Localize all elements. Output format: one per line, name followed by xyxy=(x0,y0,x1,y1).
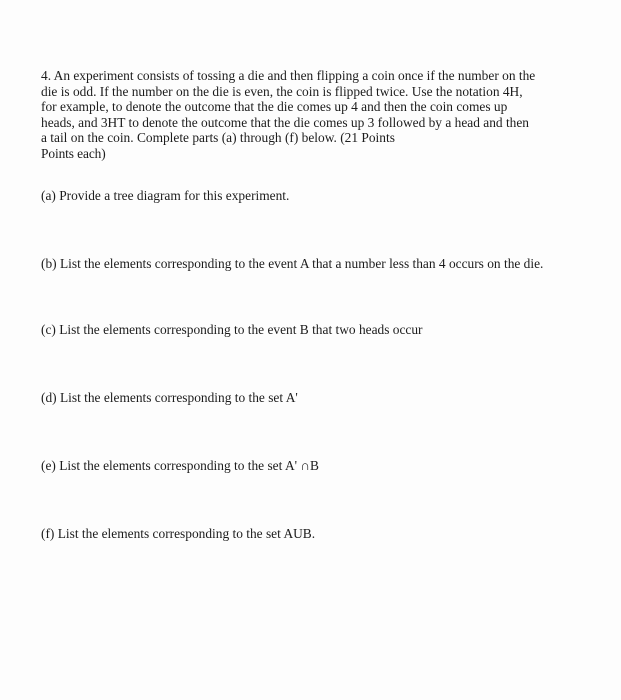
problem-line: Points each) xyxy=(41,145,106,161)
problem-line: 4. An experiment consists of tossing a die and then flipping a coin once if the number on the xyxy=(41,68,536,83)
part-c-question: (c) List the elements corresponding to the event B that two heads occur xyxy=(41,322,423,337)
problem-line: a tail on the coin. Complete parts (a) through (f) below. (21 Points xyxy=(41,130,395,146)
problem-line: heads, and 3HT to denote the outcome that the die comes up 3 followed by a head and then xyxy=(41,114,529,130)
part-e-question: (e) List the elements corresponding to the set A' ∩B xyxy=(41,458,319,473)
part-b-question: (b) List the elements corresponding to the event A that a number less than 4 occurs on the die. xyxy=(41,256,544,271)
problem-line: for example, to denote the outcome that the die comes up 4 and then the coin comes up xyxy=(41,99,508,115)
part-f-question: (f) List the elements corresponding to the set AUB. xyxy=(41,526,316,541)
problem-statement xyxy=(41,68,601,162)
part-d-question: (d) List the elements corresponding to the set A' xyxy=(41,390,298,405)
part-a-question: (a) Provide a tree diagram for this experiment. xyxy=(41,188,290,203)
problem-line: die is odd. If the number on the die is even, the coin is flipped twice. Use the notation 4H, xyxy=(41,83,523,99)
